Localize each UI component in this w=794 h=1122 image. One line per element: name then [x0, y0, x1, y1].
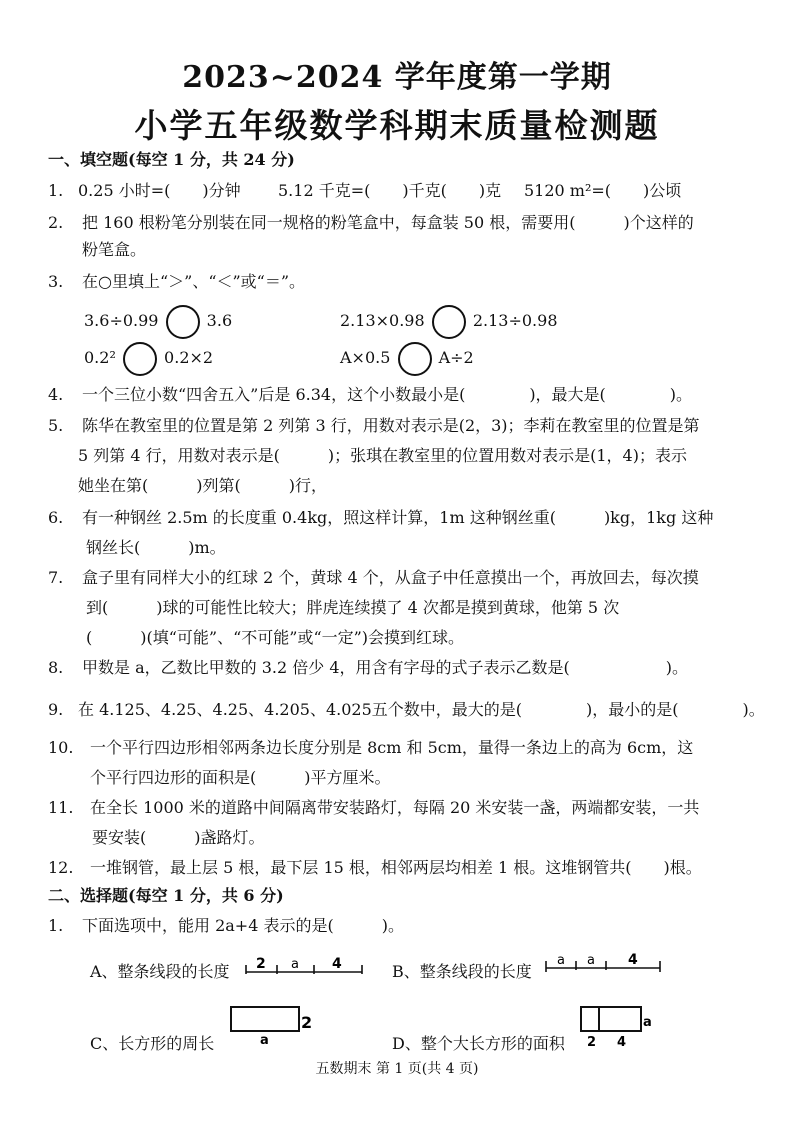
q3-pair3-left: 0.2² [84, 348, 116, 367]
rect-bottom-label: 2 [587, 1035, 597, 1050]
q2-line2: 粉笔盒。 [82, 240, 147, 259]
q6-line2: 钢丝长( )m。 [86, 538, 226, 557]
section2-heading: 二、选择题(每空 1 分，共 6 分) [48, 886, 284, 905]
option-c-rectangle-diagram [228, 1004, 318, 1050]
q3-pair4-left: A×0.5 [340, 348, 391, 367]
q5-line3: 她坐在第( )列第( )行， [78, 476, 327, 495]
segment-label: a [587, 953, 595, 968]
q3-text: 在○里填上“＞”、“＜”或“＝”。 [82, 272, 306, 291]
answer-circle[interactable] [123, 342, 157, 376]
q5-line1: 陈华在教室里的位置是第 2 列第 3 行，用数对表示是(2，3)；李莉在教室里的位置是第 [82, 416, 700, 435]
q3-pair2-left: 2.13×0.98 [340, 311, 425, 330]
page-footer: 五数期末 第 1 页(共 4 页) [315, 1061, 479, 1077]
q11-number: 11. [48, 798, 74, 817]
answer-circle[interactable] [166, 305, 200, 339]
q3-pair2-right: 2.13÷0.98 [472, 311, 558, 330]
q7-number: 7. [48, 568, 64, 587]
exam-title: 小学五年级数学科期末质量检测题 [134, 106, 660, 145]
q12-text: 一堆钢管，最上层 5 根，最下层 15 根，相邻两层均相差 1 根。这堆钢管共( )根。 [90, 858, 702, 877]
question-number: 1. [48, 181, 64, 200]
rect-bottom-label: 4 [617, 1035, 627, 1050]
q11-line2: 要安装( )盏路灯。 [92, 828, 265, 847]
segment-label: 2 [256, 956, 266, 972]
q3-pair4-right: A÷2 [438, 348, 474, 367]
q10-line1: 一个平行四边形相邻两条边长度分别是 8cm 和 5cm，量得一条边上的高为 6cm，这 [90, 738, 694, 757]
q1 [48, 181, 78, 201]
option-d-label[interactable]: D、整个大长方形的面积 [392, 1034, 565, 1053]
option-d-rectangle-diagram [578, 1004, 658, 1050]
segment-label: a [291, 957, 299, 972]
q4-text: 一个三位小数“四舍五入”后是 6.34，这个小数最小是( )，最大是( )。 [82, 385, 693, 404]
option-a-segment-diagram [240, 954, 366, 980]
answer-circle[interactable] [398, 342, 432, 376]
option-a-label[interactable]: A、整条线段的长度 [90, 962, 230, 981]
rect-bottom-label: a [260, 1033, 269, 1048]
answer-circle[interactable] [432, 305, 466, 339]
q9-number: 9. [48, 700, 64, 719]
q3-pair2 [340, 304, 558, 339]
section1-heading: 一、填空题(每空 1 分，共 24 分) [48, 150, 295, 169]
q2-line1: 把 160 根粉笔分别装在同一规格的粉笔盒中，每盒装 50 根，需要用( )个这样的 [82, 213, 694, 232]
q7-line3: ( )(填“可能”、“不可能”或“一定”)会摸到红球。 [86, 628, 465, 647]
q6-line1: 有一种钢丝 2.5m 的长度重 0.4kg，照这样计算，1m 这种钢丝重( )kg，1kg 这种 [82, 508, 714, 527]
q3-pair4 [340, 341, 474, 376]
q1-part-b: 5.12 千克=( )千克( )克 [278, 181, 502, 200]
q2-number: 2. [48, 213, 64, 232]
q3-pair1-left: 3.6÷0.99 [84, 311, 159, 330]
q8-text: 甲数是 a，乙数比甲数的 3.2 倍少 4，用含有字母的式子表示乙数是( )。 [82, 658, 688, 677]
segment-label: 4 [628, 952, 638, 968]
q5-line2: 5 列第 4 行，用数对表示是( )；张琪在教室里的位置用数对表示是(1，4)；表示 [78, 446, 687, 465]
q9-text: 在 4.125、4.25、4.25、4.205、4.025五个数中，最大的是( )，最小的是( )。 [78, 700, 765, 719]
q11-line1: 在全长 1000 米的道路中间隔离带安装路灯，每隔 20 米安装一盏，两端都安装，一共 [90, 798, 700, 817]
q3-pair3-right: 0.2×2 [164, 348, 214, 367]
rect-side-label: 2 [301, 1013, 313, 1032]
s2-q1-number: 1. [48, 916, 64, 935]
option-b-label[interactable]: B、整条线段的长度 [392, 962, 532, 981]
s2-q1-text: 下面选项中，能用 2a+4 表示的是( )。 [82, 916, 404, 935]
q8-number: 8. [48, 658, 64, 677]
q5-number: 5. [48, 416, 64, 435]
q12-number: 12. [48, 858, 74, 877]
q7-line1: 盒子里有同样大小的红球 2 个，黄球 4 个，从盒子中任意摸出一个，再放回去，每次摸 [82, 568, 699, 587]
exam-title-year: 2023~2024 学年度第一学期 [182, 60, 612, 95]
q10-line2: 个平行四边形的面积是( )平方厘米。 [90, 768, 391, 787]
segment-label: 4 [332, 956, 342, 972]
option-c-label[interactable]: C、长方形的周长 [90, 1034, 215, 1053]
q3-pair1-right: 3.6 [206, 311, 233, 330]
large-rectangle [581, 1007, 641, 1031]
q6-number: 6. [48, 508, 64, 527]
q3-pair1 [84, 304, 232, 339]
q7-line2: 到( )球的可能性比较大；胖虎连续摸了 4 次都是摸到黄球，他第 5 次 [86, 598, 620, 617]
option-b-segment-diagram [540, 950, 666, 976]
q1-part-c: 5120 m²=( )公顷 [524, 181, 682, 200]
q3-pair3 [84, 341, 213, 376]
q10-number: 10. [48, 738, 74, 757]
q1-part-a: 0.25 小时=( )分钟 [78, 181, 241, 200]
q4-number: 4. [48, 385, 64, 404]
rectangle [231, 1007, 299, 1031]
rect-side-label: a [643, 1015, 652, 1030]
segment-label: a [557, 953, 565, 968]
q3-number: 3. [48, 272, 64, 291]
